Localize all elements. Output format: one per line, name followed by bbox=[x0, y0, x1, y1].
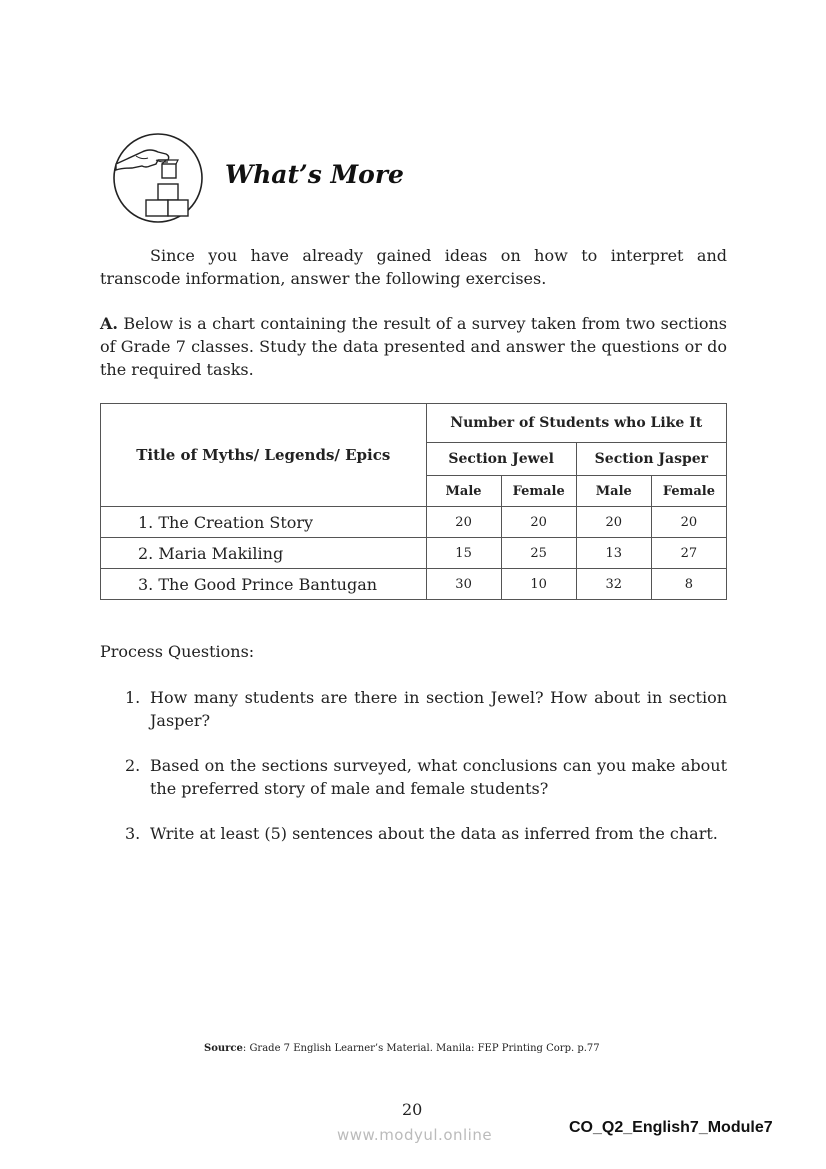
list-item bbox=[100, 686, 727, 732]
process-questions-label: Process Questions: bbox=[100, 642, 255, 661]
table-cell: 20 bbox=[651, 507, 726, 538]
sub-header: Female bbox=[501, 476, 576, 507]
source-citation bbox=[204, 1043, 600, 1054]
intro-paragraph: Since you have already gained ideas on how to interpret and transcode information, answer the following exercises. bbox=[100, 246, 727, 288]
section-jasper-header: Section Jasper bbox=[576, 443, 726, 476]
table-cell: 30 bbox=[426, 569, 501, 600]
story-title: 3. The Good Prince Bantugan bbox=[101, 569, 427, 600]
task-text: Below is a chart containing the result of a survey taken from two sections of Grade 7 classes. Study the data presented and answer the questions or do the required tasks. bbox=[100, 314, 727, 379]
table-row bbox=[101, 507, 727, 538]
table-cell: 10 bbox=[501, 569, 576, 600]
sub-header: Female bbox=[651, 476, 726, 507]
source-label: Source bbox=[204, 1043, 243, 1054]
table-cell: 20 bbox=[426, 507, 501, 538]
table-cell: 27 bbox=[651, 538, 726, 569]
table-cell: 13 bbox=[576, 538, 651, 569]
module-code: CO_Q2_English7_Module7 bbox=[569, 1119, 773, 1136]
table-cell: 15 bbox=[426, 538, 501, 569]
question-text: How many students are there in section Jewel? How about in section Jasper? bbox=[150, 688, 727, 730]
section-jewel-header: Section Jewel bbox=[426, 443, 576, 476]
sub-header: Male bbox=[426, 476, 501, 507]
question-number: 2. bbox=[125, 756, 141, 775]
page-number: 20 bbox=[402, 1100, 423, 1119]
section-heading: What’s More bbox=[225, 160, 404, 189]
question-text: Based on the sections surveyed, what conclusions can you make about the preferred story of male and female students? bbox=[150, 756, 727, 798]
table-row bbox=[101, 538, 727, 569]
source-text: : Grade 7 English Learner’s Material. Manila: FEP Printing Corp. p.77 bbox=[242, 1043, 600, 1054]
title-header: Title of Myths/ Legends/ Epics bbox=[101, 404, 427, 507]
sub-header: Male bbox=[576, 476, 651, 507]
group-header: Number of Students who Like It bbox=[426, 404, 726, 443]
table-cell: 20 bbox=[501, 507, 576, 538]
table-cell: 20 bbox=[576, 507, 651, 538]
story-title: 2. Maria Makiling bbox=[101, 538, 427, 569]
hand-stacking-blocks-icon bbox=[112, 132, 204, 224]
list-item bbox=[100, 822, 727, 845]
question-text: Write at least (5) sentences about the data as inferred from the chart. bbox=[150, 824, 718, 843]
task-paragraph bbox=[100, 312, 727, 381]
story-title: 1. The Creation Story bbox=[101, 507, 427, 538]
table-row bbox=[101, 569, 727, 600]
survey-table bbox=[100, 403, 727, 600]
table-cell: 32 bbox=[576, 569, 651, 600]
process-questions-list bbox=[100, 686, 727, 867]
table-cell: 8 bbox=[651, 569, 726, 600]
question-number: 1. bbox=[125, 688, 141, 707]
question-number: 3. bbox=[125, 824, 141, 843]
watermark: www.modyul.online bbox=[337, 1126, 493, 1144]
table-cell: 25 bbox=[501, 538, 576, 569]
list-item bbox=[100, 754, 727, 800]
task-label: A. bbox=[100, 314, 118, 333]
